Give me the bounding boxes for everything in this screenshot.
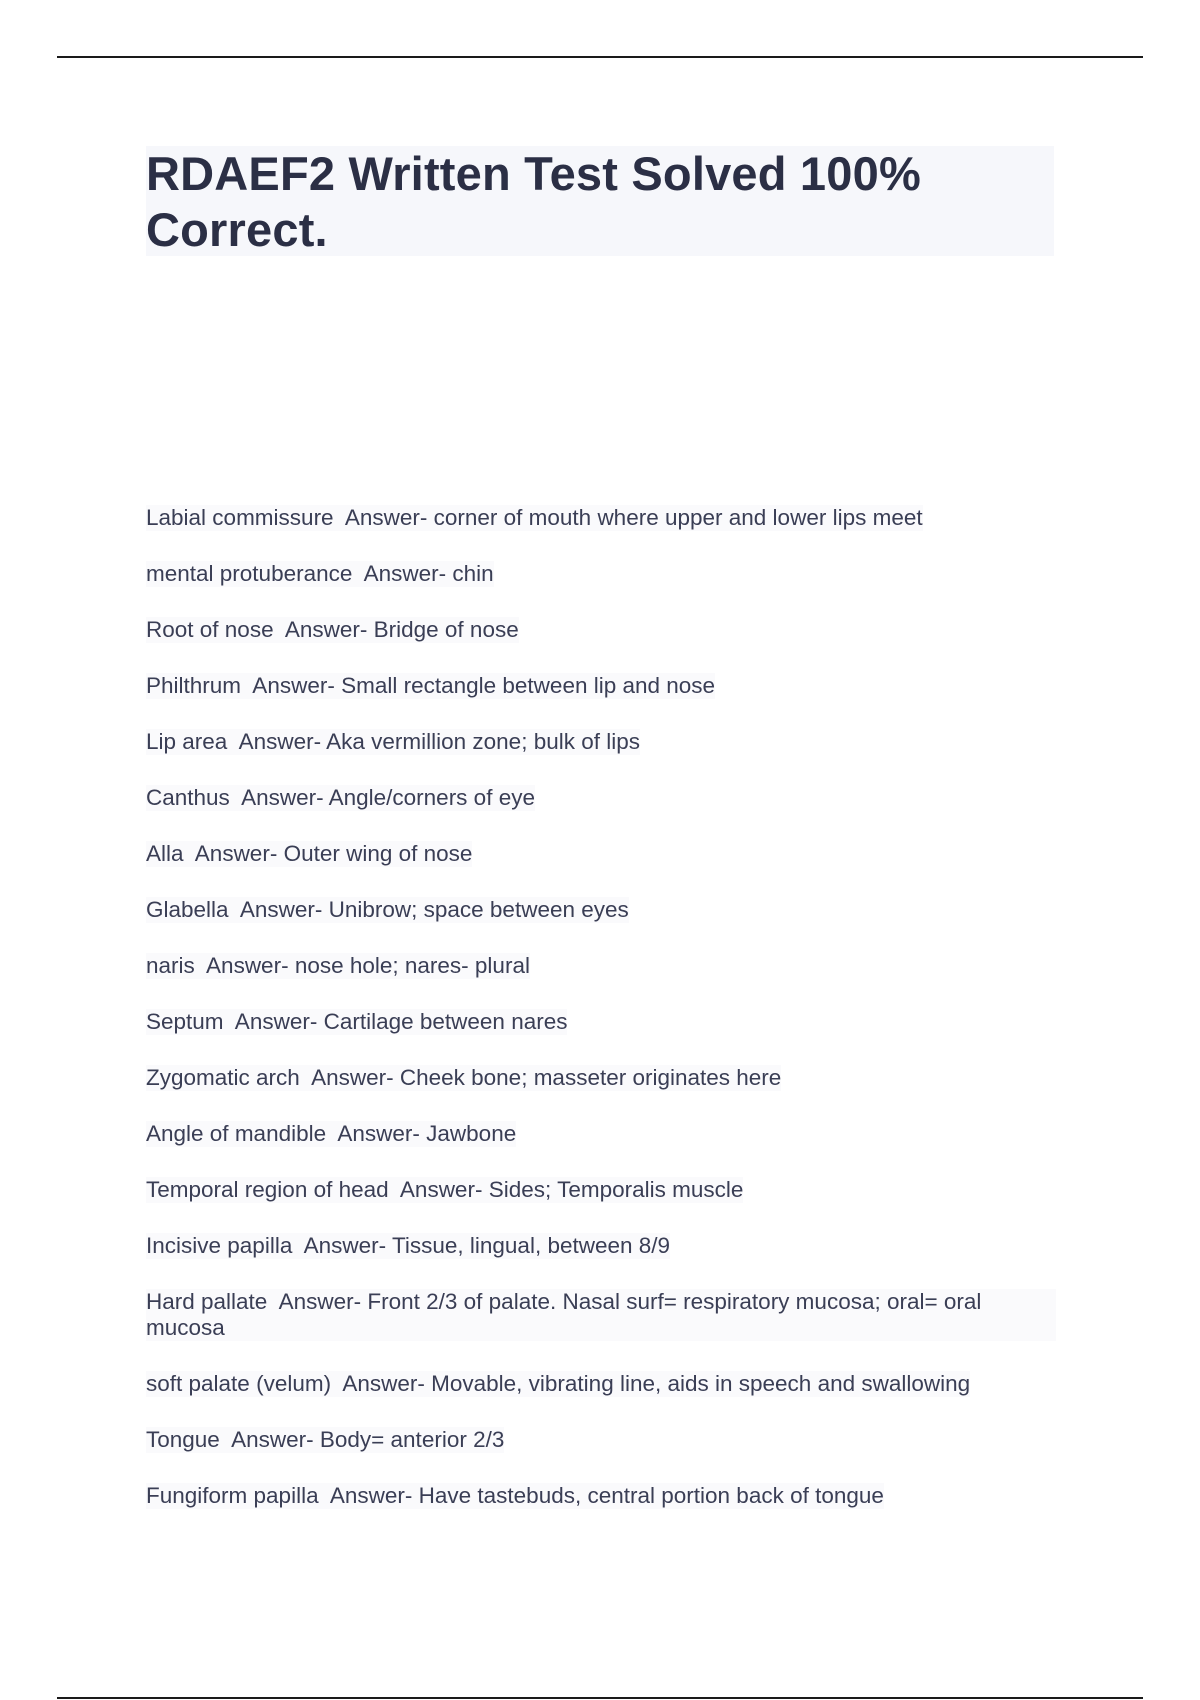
answer-prefix: Answer- bbox=[183, 841, 284, 866]
qa-list bbox=[146, 505, 1056, 1539]
qa-answer: Unibrow; space between eyes bbox=[328, 897, 629, 922]
qa-term: Tongue bbox=[146, 1427, 220, 1452]
qa-term: Septum bbox=[146, 1009, 224, 1034]
qa-answer: chin bbox=[452, 561, 494, 586]
qa-entry bbox=[146, 1483, 884, 1509]
qa-entry bbox=[146, 1009, 567, 1035]
answer-prefix: Answer- bbox=[331, 1371, 432, 1396]
qa-answer: Tissue, lingual, between 8/9 bbox=[391, 1233, 671, 1258]
qa-entry bbox=[146, 1289, 1056, 1341]
qa-term: Root of nose bbox=[146, 617, 274, 642]
answer-prefix: Answer- bbox=[228, 897, 329, 922]
answer-prefix: Answer- bbox=[241, 673, 342, 698]
qa-term: Angle of mandible bbox=[146, 1121, 327, 1146]
qa-entry bbox=[146, 785, 535, 811]
answer-prefix: Answer- bbox=[292, 1233, 392, 1258]
qa-answer: Body= anterior 2/3 bbox=[319, 1427, 505, 1452]
title-block bbox=[146, 146, 1054, 256]
answer-prefix: Answer- bbox=[229, 785, 329, 810]
qa-entry bbox=[146, 897, 629, 923]
qa-entry bbox=[146, 1427, 504, 1453]
qa-entry bbox=[146, 1065, 781, 1091]
qa-term: Hard pallate bbox=[146, 1289, 268, 1314]
answer-prefix: Answer- bbox=[318, 1483, 419, 1508]
qa-term: Lip area bbox=[146, 729, 228, 754]
answer-prefix: Answer- bbox=[267, 1289, 368, 1314]
qa-answer: Angle/corners of eye bbox=[328, 785, 535, 810]
qa-entry bbox=[146, 953, 530, 979]
qa-answer: Sides; Temporalis muscle bbox=[488, 1177, 744, 1202]
header-rule bbox=[57, 56, 1143, 58]
qa-answer: nose hole; nares- plural bbox=[294, 953, 530, 978]
qa-entry bbox=[146, 561, 494, 587]
qa-entry bbox=[146, 617, 519, 643]
footer-rule bbox=[57, 1697, 1143, 1699]
qa-answer: Cartilage between nares bbox=[323, 1009, 568, 1034]
qa-answer: Movable, vibrating line, aids in speech and swallowing bbox=[431, 1371, 971, 1396]
qa-term: Philthrum bbox=[146, 673, 242, 698]
qa-term: Incisive papilla bbox=[146, 1233, 293, 1258]
qa-entry bbox=[146, 1121, 516, 1147]
qa-entry bbox=[146, 729, 640, 755]
answer-prefix: Answer- bbox=[388, 1177, 489, 1202]
answer-prefix: Answer- bbox=[326, 1121, 427, 1146]
qa-term: Canthus bbox=[146, 785, 230, 810]
qa-answer: Aka vermillion zone; bulk of lips bbox=[326, 729, 640, 754]
qa-term: Labial commissure bbox=[146, 505, 334, 530]
qa-term: Alla bbox=[146, 841, 184, 866]
qa-term: naris bbox=[146, 953, 195, 978]
qa-entry bbox=[146, 673, 715, 699]
qa-term: Glabella bbox=[146, 897, 229, 922]
qa-answer: Outer wing of nose bbox=[283, 841, 473, 866]
qa-answer: Front 2/3 of palate. Nasal surf= respiratory mucosa; oral= oral mucosa bbox=[146, 1289, 988, 1340]
document-title: RDAEF2 Written Test Solved 100% Correct. bbox=[146, 147, 921, 256]
answer-prefix: Answer- bbox=[333, 505, 434, 530]
qa-answer: Have tastebuds, central portion back of tongue bbox=[418, 1483, 884, 1508]
qa-term: soft palate (velum) bbox=[146, 1371, 332, 1396]
qa-answer: Jawbone bbox=[426, 1121, 517, 1146]
answer-prefix: Answer- bbox=[227, 729, 327, 754]
answer-prefix: Answer- bbox=[352, 561, 453, 586]
qa-term: Fungiform papilla bbox=[146, 1483, 319, 1508]
qa-term: Temporal region of head bbox=[146, 1177, 389, 1202]
answer-prefix: Answer- bbox=[299, 1065, 400, 1090]
qa-term: Zygomatic arch bbox=[146, 1065, 300, 1090]
qa-entry bbox=[146, 505, 923, 531]
qa-entry bbox=[146, 1371, 970, 1397]
answer-prefix: Answer- bbox=[273, 617, 374, 642]
qa-answer: Small rectangle between lip and nose bbox=[341, 673, 716, 698]
qa-term: mental protuberance bbox=[146, 561, 353, 586]
qa-answer: Cheek bone; masseter originates here bbox=[399, 1065, 782, 1090]
qa-entry bbox=[146, 1177, 743, 1203]
qa-answer: corner of mouth where upper and lower lips meet bbox=[433, 505, 923, 530]
answer-prefix: Answer- bbox=[219, 1427, 320, 1452]
qa-answer: Bridge of nose bbox=[373, 617, 519, 642]
qa-entry bbox=[146, 841, 472, 867]
answer-prefix: Answer- bbox=[194, 953, 295, 978]
answer-prefix: Answer- bbox=[223, 1009, 324, 1034]
qa-entry bbox=[146, 1233, 670, 1259]
